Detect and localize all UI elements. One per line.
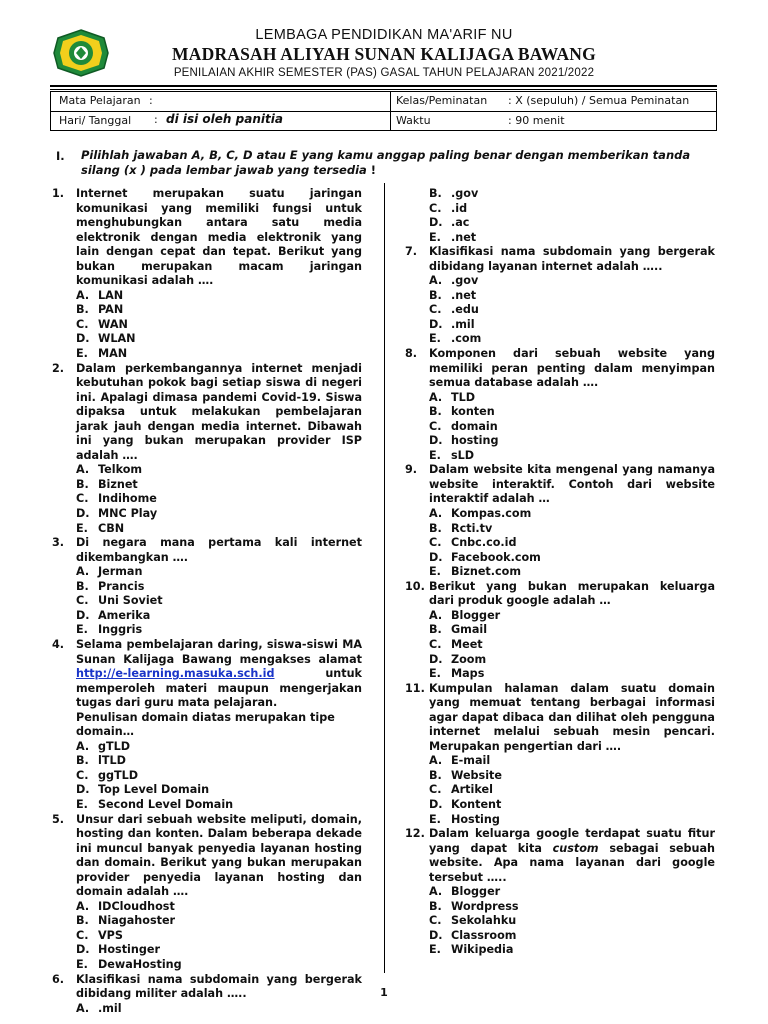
school-name: MADRASAH ALIYAH SUNAN KALIJAGA BAWANG xyxy=(172,44,596,64)
option-letter: E. xyxy=(429,667,441,681)
option-text: .gov xyxy=(451,187,479,200)
option-b[interactable] xyxy=(429,187,715,202)
option-letter: A. xyxy=(76,899,90,913)
option-b[interactable] xyxy=(429,289,715,304)
option-letter: A. xyxy=(429,754,443,768)
question-7 xyxy=(405,245,715,347)
option-a[interactable] xyxy=(429,507,715,522)
question-number: 1. xyxy=(52,187,65,200)
option-b[interactable] xyxy=(429,623,715,638)
option-letter: D. xyxy=(76,332,90,346)
institution-name: LEMBAGA PENDIDIKAN MA'ARIF NU xyxy=(255,27,513,43)
question-number: 7. xyxy=(405,245,418,259)
option-letter: B. xyxy=(76,303,89,317)
option-text: Indihome xyxy=(98,492,157,506)
question-6-continued xyxy=(405,187,715,245)
question-text: Unsur dari sebuah website meliputi, domain, hosting dan konten. Dalam beberapa dekade ini muncul banyak penyedia layanan hosting dan domain. Berikut yang bukan merupakan provider penyedia layanan hosting dan domain adalah …. xyxy=(76,812,362,899)
option-text: Sekolahku xyxy=(451,914,517,928)
option-letter: C. xyxy=(429,637,442,651)
option-e[interactable] xyxy=(429,943,715,958)
page-number: 1 xyxy=(380,986,388,999)
option-e[interactable] xyxy=(429,449,715,464)
option-c[interactable] xyxy=(76,769,362,784)
option-letter: B. xyxy=(429,899,442,913)
option-letter: C. xyxy=(76,928,89,942)
option-text: Wikipedia xyxy=(451,943,514,957)
option-d[interactable] xyxy=(429,318,715,333)
option-letter: D. xyxy=(76,943,90,957)
option-a[interactable] xyxy=(429,391,715,406)
option-text: Biznet.com xyxy=(451,565,521,579)
option-b[interactable] xyxy=(429,769,715,784)
header-rule-thick xyxy=(50,85,717,87)
question-number: 2. xyxy=(52,361,65,375)
option-letter: E. xyxy=(76,957,88,971)
option-text: Amerika xyxy=(98,608,151,622)
question-text-italic: custom xyxy=(552,841,599,855)
option-letter: E. xyxy=(76,623,88,637)
option-text: hosting xyxy=(451,434,499,448)
option-e[interactable] xyxy=(76,347,362,362)
option-b[interactable] xyxy=(429,405,715,420)
option-letter: A. xyxy=(76,288,90,302)
option-e[interactable] xyxy=(429,667,715,682)
question-subtext: Penulisan domain diatas merupakan tipe domain… xyxy=(76,710,335,739)
option-letter: A. xyxy=(76,565,90,579)
exam-info-table xyxy=(50,91,717,131)
option-text: E-mail xyxy=(451,754,491,768)
option-letter: B. xyxy=(429,768,442,782)
option-text: Blogger xyxy=(451,885,501,899)
option-text: Artikel xyxy=(451,783,493,797)
option-text: MNC Play xyxy=(98,507,158,521)
option-e[interactable] xyxy=(429,813,715,828)
option-d[interactable] xyxy=(76,609,362,624)
option-e[interactable] xyxy=(76,623,362,638)
question-number: 10. xyxy=(405,579,425,593)
question-4 xyxy=(52,638,362,813)
question-number: 4. xyxy=(52,637,65,651)
option-letter: B. xyxy=(76,477,89,491)
question-2 xyxy=(52,362,362,537)
option-e[interactable] xyxy=(429,332,715,347)
option-letter: B. xyxy=(76,754,89,768)
option-d[interactable] xyxy=(429,653,715,668)
option-text: Jerman xyxy=(98,565,143,579)
option-letter: A. xyxy=(429,274,443,288)
exam-title: PENILAIAN AKHIR SEMESTER (PAS) GASAL TAHUN PELAJARAN 2021/2022 xyxy=(173,67,595,79)
option-letter: D. xyxy=(429,652,443,666)
option-c[interactable] xyxy=(76,492,362,507)
option-e[interactable] xyxy=(429,231,715,246)
option-text: Cnbc.co.id xyxy=(451,536,517,550)
option-c[interactable] xyxy=(429,536,715,551)
option-a[interactable] xyxy=(76,740,362,755)
option-e[interactable] xyxy=(76,798,362,813)
question-text: Di negara mana pertama kali internet dikembangkan …. xyxy=(76,536,362,564)
option-c[interactable] xyxy=(429,420,715,435)
option-letter: A. xyxy=(429,507,443,521)
table-divider xyxy=(51,111,716,112)
option-letter: E. xyxy=(76,347,88,361)
option-a[interactable] xyxy=(76,565,362,580)
option-letter: E. xyxy=(429,943,441,957)
option-a[interactable] xyxy=(76,900,362,915)
option-letter: A. xyxy=(429,885,443,899)
option-text: IDCloudhost xyxy=(98,899,175,913)
option-text: WAN xyxy=(98,317,128,331)
option-letter: B. xyxy=(429,623,442,637)
option-letter: D. xyxy=(429,434,443,448)
option-c[interactable] xyxy=(76,929,362,944)
option-letter: C. xyxy=(76,317,89,331)
option-text: Inggris xyxy=(98,623,143,637)
option-text: Niagahoster xyxy=(98,914,176,928)
kelas-label: Kelas/Peminatan xyxy=(396,94,488,107)
option-letter: B. xyxy=(429,288,442,302)
option-text: .mil xyxy=(98,1001,122,1015)
question-number: 12. xyxy=(405,827,425,841)
option-d[interactable] xyxy=(429,798,715,813)
question-text: Berikut yang bukan merupakan keluarga dari produk google adalah … xyxy=(429,579,715,608)
mapel-colon: : xyxy=(149,94,153,107)
hari-value: di isi oleh panitia xyxy=(166,112,283,126)
option-letter: D. xyxy=(429,216,443,230)
option-a[interactable] xyxy=(429,609,715,624)
option-letter: C. xyxy=(76,594,89,608)
option-text: PAN xyxy=(98,303,124,317)
waktu-value: : 90 menit xyxy=(508,114,565,127)
option-d[interactable] xyxy=(429,551,715,566)
option-text: domain xyxy=(451,419,498,433)
option-letter: D. xyxy=(429,797,443,811)
option-text: Meet xyxy=(451,637,483,651)
mapel-label: Mata Pelajaran xyxy=(59,94,141,107)
option-text: Rcti.tv xyxy=(451,521,493,535)
question-text xyxy=(76,638,362,711)
option-text: Second Level Domain xyxy=(98,797,234,811)
question-8 xyxy=(405,347,715,463)
option-letter: A. xyxy=(76,463,90,477)
question-number: 9. xyxy=(405,463,418,477)
option-letter: A. xyxy=(76,739,90,753)
option-text: Blogger xyxy=(451,608,501,622)
option-d[interactable] xyxy=(429,929,715,944)
question-text-part: untuk memperoleh materi maupun mengerjakan tugas dari guru mata pelajaran. xyxy=(76,667,362,710)
option-letter: E. xyxy=(429,812,441,826)
option-letter: A. xyxy=(429,390,443,404)
option-c[interactable] xyxy=(429,303,715,318)
option-d[interactable] xyxy=(429,216,715,231)
option-letter: C. xyxy=(429,303,442,317)
option-letter: C. xyxy=(76,768,89,782)
option-b[interactable] xyxy=(76,754,362,769)
option-letter: C. xyxy=(429,536,442,550)
option-a[interactable] xyxy=(76,289,362,304)
option-text: Zoom xyxy=(451,652,487,666)
option-letter: D. xyxy=(429,317,443,331)
question-text: Dalam website kita mengenal yang namanya website interaktif. Contoh dari website interaktif adalah … xyxy=(429,463,715,506)
option-text: LAN xyxy=(98,288,124,302)
option-text: Prancis xyxy=(98,579,145,593)
question-number: 3. xyxy=(52,536,65,550)
option-letter: E. xyxy=(429,332,441,346)
option-d[interactable] xyxy=(76,507,362,522)
option-b[interactable] xyxy=(76,914,362,929)
option-c[interactable] xyxy=(429,783,715,798)
option-letter: D. xyxy=(429,550,443,564)
waktu-label: Waktu xyxy=(396,114,431,127)
question-text: Internet merupakan suatu jaringan komunikasi yang memiliki fungsi untuk menghubungkan antara satu media elektronik dengan media elektronik yang lain dengan cepat dan tepat. Berikut yang bukan merupakan macam jaringan komunikasi adalah …. xyxy=(76,187,362,288)
question-text-part: Selama pembelajaran daring, siswa-siswi MA Sunan Kalijaga Bawang mengakses alamat xyxy=(76,637,362,666)
question-number: 11. xyxy=(405,681,425,695)
question-text: Kumpulan halaman dalam suatu domain yang memuat tentang berbagai informasi agar dapat dibaca dan dilihat oleh pengguna internet melalui sebuah mesin pencari. Merupakan pengertian dari …. xyxy=(429,681,715,753)
option-text: Wordpress xyxy=(451,899,519,913)
option-b[interactable] xyxy=(429,900,715,915)
option-text: DewaHosting xyxy=(98,957,182,971)
option-d[interactable] xyxy=(76,332,362,347)
question-10 xyxy=(405,580,715,682)
column-divider xyxy=(384,183,385,973)
option-letter: C. xyxy=(429,914,442,928)
option-c[interactable] xyxy=(429,638,715,653)
question-number: 5. xyxy=(52,812,65,826)
question-1 xyxy=(52,187,362,362)
question-text: Klasifikasi nama subdomain yang bergerak dibidang layanan internet adalah ….. xyxy=(429,245,715,273)
option-a[interactable] xyxy=(76,463,362,478)
instruction-text xyxy=(81,148,717,178)
hari-label: Hari/ Tanggal xyxy=(59,114,132,127)
option-letter: B. xyxy=(429,187,442,200)
question-3 xyxy=(52,536,362,638)
option-letter: C. xyxy=(429,419,442,433)
option-letter: E. xyxy=(76,521,88,535)
option-e[interactable] xyxy=(429,565,715,580)
question-text: Klasifikasi nama subdomain yang bergerak dibidang militer adalah ….. xyxy=(76,972,362,1001)
option-b[interactable] xyxy=(76,580,362,595)
instruction-body: Pilihlah jawaban A, B, C, D atau E yang kamu anggap paling benar dengan memberikan tanda silang (x ) pada lembar jawab yang tersedia xyxy=(81,148,691,177)
option-letter: B. xyxy=(76,579,89,593)
question-number: 8. xyxy=(405,347,418,361)
option-text: MAN xyxy=(98,347,128,361)
option-letter: A. xyxy=(429,608,443,622)
option-letter: C. xyxy=(76,492,89,506)
option-text: .id xyxy=(451,201,468,215)
option-text: Uni Soviet xyxy=(98,594,163,608)
option-text: Kompas.com xyxy=(451,507,532,521)
option-text: .net xyxy=(451,230,477,244)
option-letter: E. xyxy=(76,797,88,811)
option-text: Biznet xyxy=(98,477,138,491)
option-text: .gov xyxy=(451,274,479,288)
instruction-exclaim: ! xyxy=(370,163,377,177)
option-text: .edu xyxy=(451,303,479,317)
option-letter: C. xyxy=(429,201,442,215)
option-c[interactable] xyxy=(429,202,715,217)
option-text: Hostinger xyxy=(98,943,160,957)
question-text xyxy=(429,827,715,885)
option-d[interactable] xyxy=(76,943,362,958)
kelas-value: : X (sepuluh) / Semua Peminatan xyxy=(508,94,690,107)
question-9 xyxy=(405,463,715,579)
option-letter: E. xyxy=(429,565,441,579)
option-letter: E. xyxy=(429,230,441,244)
question-text: Dalam perkembangannya internet menjadi kebutuhan pokok bagi setiap siswa di negeri ini. Apalagi dimasa pandemi Covid-19. Siswa dipaksa untuk melakukan pembelajaran jarak jauh dengan media internet. Dibawah ini yang bukan merupakan provider ISP adalah …. xyxy=(76,361,362,462)
option-a[interactable] xyxy=(429,885,715,900)
hari-colon: : xyxy=(154,113,158,126)
left-column xyxy=(52,187,362,1016)
option-letter: D. xyxy=(76,608,90,622)
option-text: VPS xyxy=(98,928,123,942)
option-d[interactable] xyxy=(429,434,715,449)
option-text: Maps xyxy=(451,667,485,681)
question-12 xyxy=(405,827,715,958)
option-letter: B. xyxy=(429,405,442,419)
option-text: TLD xyxy=(451,390,476,404)
option-text: WLAN xyxy=(98,332,136,346)
option-text: Facebook.com xyxy=(451,550,541,564)
option-text: Gmail xyxy=(451,623,488,637)
option-letter: A. xyxy=(76,1001,90,1015)
option-text: sLD xyxy=(451,448,475,462)
option-a[interactable] xyxy=(76,1002,362,1017)
elearning-link[interactable]: http://e-learning.masuka.sch.id xyxy=(76,667,275,681)
option-text: gTLD xyxy=(98,739,131,753)
section-number: I. xyxy=(56,149,65,163)
right-column xyxy=(405,187,715,958)
question-11 xyxy=(405,682,715,827)
option-text: konten xyxy=(451,405,495,419)
header-rule-thin xyxy=(50,89,717,90)
option-text: Hosting xyxy=(451,812,500,826)
option-text: Classroom xyxy=(451,928,517,942)
option-letter: D. xyxy=(76,783,90,797)
question-text-part: sebagai sebuah website. Apa nama layanan dari google tersebut ….. xyxy=(429,841,715,884)
option-letter: B. xyxy=(429,521,442,535)
option-c[interactable] xyxy=(429,914,715,929)
option-text: ggTLD xyxy=(98,768,139,782)
option-text: .ac xyxy=(451,216,470,230)
option-text: Telkom xyxy=(98,463,143,477)
option-d[interactable] xyxy=(76,783,362,798)
option-text: .net xyxy=(451,288,477,302)
option-c[interactable] xyxy=(76,318,362,333)
option-text: Top Level Domain xyxy=(98,783,210,797)
option-text: CBN xyxy=(98,521,125,535)
option-a[interactable] xyxy=(429,274,715,289)
option-b[interactable] xyxy=(429,522,715,537)
option-c[interactable] xyxy=(76,594,362,609)
option-letter: C. xyxy=(429,783,442,797)
option-text: Website xyxy=(451,768,502,782)
option-letter: E. xyxy=(429,448,441,462)
question-text: Komponen dari sebuah website yang memiliki peran penting dalam menyimpan semua database adalah …. xyxy=(429,347,715,390)
option-letter: B. xyxy=(76,914,89,928)
option-text: .com xyxy=(451,332,482,346)
option-e[interactable] xyxy=(76,522,362,537)
option-letter: D. xyxy=(76,507,90,521)
option-text: Kontent xyxy=(451,797,502,811)
option-a[interactable] xyxy=(429,754,715,769)
question-number: 6. xyxy=(52,972,65,986)
question-5 xyxy=(52,813,362,973)
option-b[interactable] xyxy=(76,303,362,318)
option-text: .mil xyxy=(451,317,475,331)
question-text-part: Dalam keluarga google terdapat suatu fitur yang dapat kita xyxy=(429,827,715,855)
option-e[interactable] xyxy=(76,958,362,973)
option-text: lTLD xyxy=(98,754,126,768)
option-b[interactable] xyxy=(76,478,362,493)
option-letter: D. xyxy=(429,928,443,942)
